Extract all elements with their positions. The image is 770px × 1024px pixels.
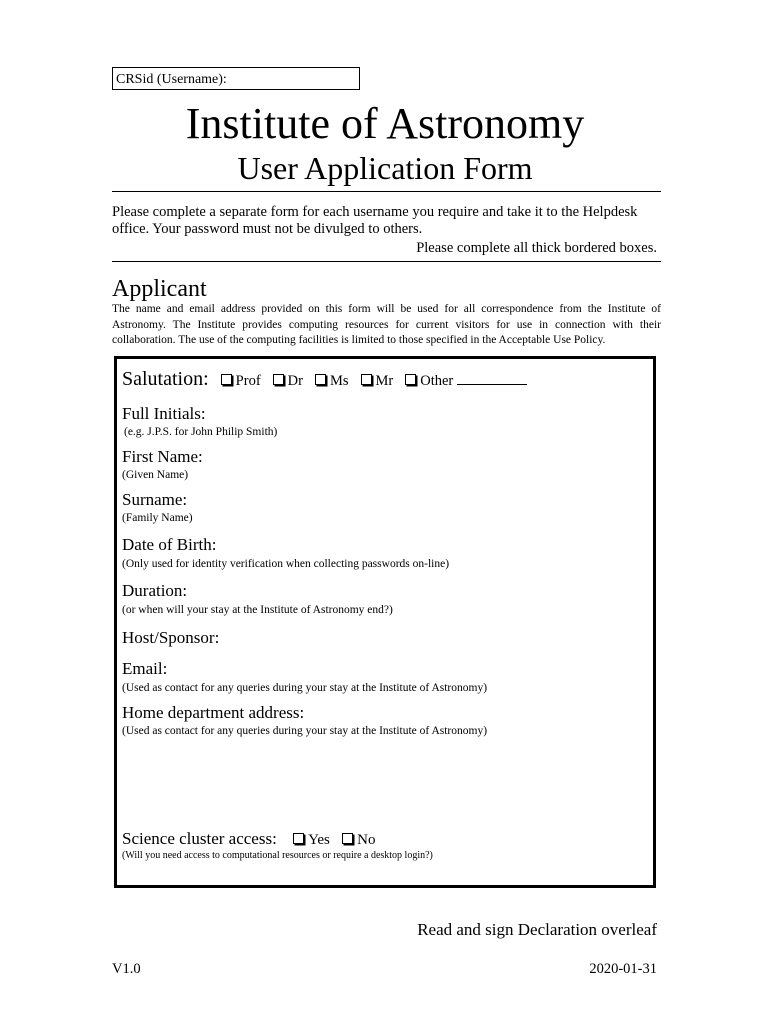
home-department-hint: (Used as contact for any queries during your stay at the Institute of Astronomy) — [122, 725, 488, 737]
email-label: Email: — [122, 659, 168, 678]
surname-hint: (Family Name) — [122, 512, 193, 524]
science-option-yes[interactable]: Yes — [289, 832, 330, 848]
full-initials-label: Full Initials: — [122, 404, 206, 423]
salutation-label: Salutation: — [122, 368, 209, 390]
salutation-option-dr[interactable]: Dr — [269, 373, 303, 389]
checkbox-icon[interactable] — [315, 374, 326, 385]
salutation-option-ms[interactable]: Ms — [311, 373, 349, 389]
page-subtitle: User Application Form — [237, 150, 533, 186]
intro-note: Please complete all thick bordered boxes. — [416, 240, 657, 256]
salutation-option-mr[interactable]: Mr — [357, 373, 394, 389]
full-initials-hint: (e.g. J.P.S. for John Philip Smith) — [124, 426, 278, 438]
divider-intro — [112, 261, 661, 262]
checkbox-icon[interactable] — [273, 374, 284, 385]
duration-label: Duration: — [122, 581, 188, 600]
checkbox-icon[interactable] — [361, 374, 372, 385]
checkbox-icon[interactable] — [221, 374, 232, 385]
crsid-label: CRSid (Username): — [116, 72, 227, 87]
host-sponsor-label: Host/Sponsor: — [122, 628, 220, 647]
other-blank-line[interactable] — [457, 384, 527, 385]
declaration-note: Read and sign Declaration overleaf — [417, 920, 657, 939]
science-option-no[interactable]: No — [338, 832, 375, 848]
surname-label: Surname: — [122, 490, 188, 509]
email-hint: (Used as contact for any queries during your stay at the Institute of Astronomy) — [122, 682, 488, 694]
version-label: V1.0 — [112, 961, 141, 977]
page-title: Institute of Astronomy — [185, 99, 585, 148]
dob-hint: (Only used for identity verification when collecting passwords on-line) — [122, 558, 450, 570]
salutation-row — [122, 367, 527, 393]
salutation-option-other[interactable]: Other — [401, 373, 527, 389]
checkbox-icon[interactable] — [342, 833, 353, 844]
science-cluster-row — [122, 829, 375, 850]
science-cluster-label: Science cluster access: — [122, 829, 277, 848]
checkbox-icon[interactable] — [293, 833, 304, 844]
first-name-label: First Name: — [122, 447, 203, 466]
crsid-field[interactable] — [112, 67, 360, 90]
section-description: The name and email address provided on this form will be used for all correspondence from the Institute of Astronomy. The Institute provides computing resources for current visitors for use in connection with their collaboration. The use of the computing facilities is limited to those specified in the Acceptable Use Policy. — [112, 303, 661, 346]
science-cluster-hint: (Will you need access to computational resources or require a desktop login?) — [122, 850, 433, 861]
date-label: 2020-01-31 — [589, 961, 657, 977]
intro-text: Please complete a separate form for each username you require and take it to the Helpdesk office. Your password must not be divulged to others. — [112, 204, 638, 237]
dob-label: Date of Birth: — [122, 535, 217, 554]
section-heading-applicant: Applicant — [112, 276, 207, 302]
salutation-option-prof[interactable]: Prof — [217, 373, 261, 389]
first-name-hint: (Given Name) — [122, 469, 189, 481]
checkbox-icon[interactable] — [405, 374, 416, 385]
home-department-label: Home department address: — [122, 703, 305, 722]
divider-top — [112, 191, 661, 192]
duration-hint: (or when will your stay at the Institute of Astronomy end?) — [122, 604, 393, 616]
